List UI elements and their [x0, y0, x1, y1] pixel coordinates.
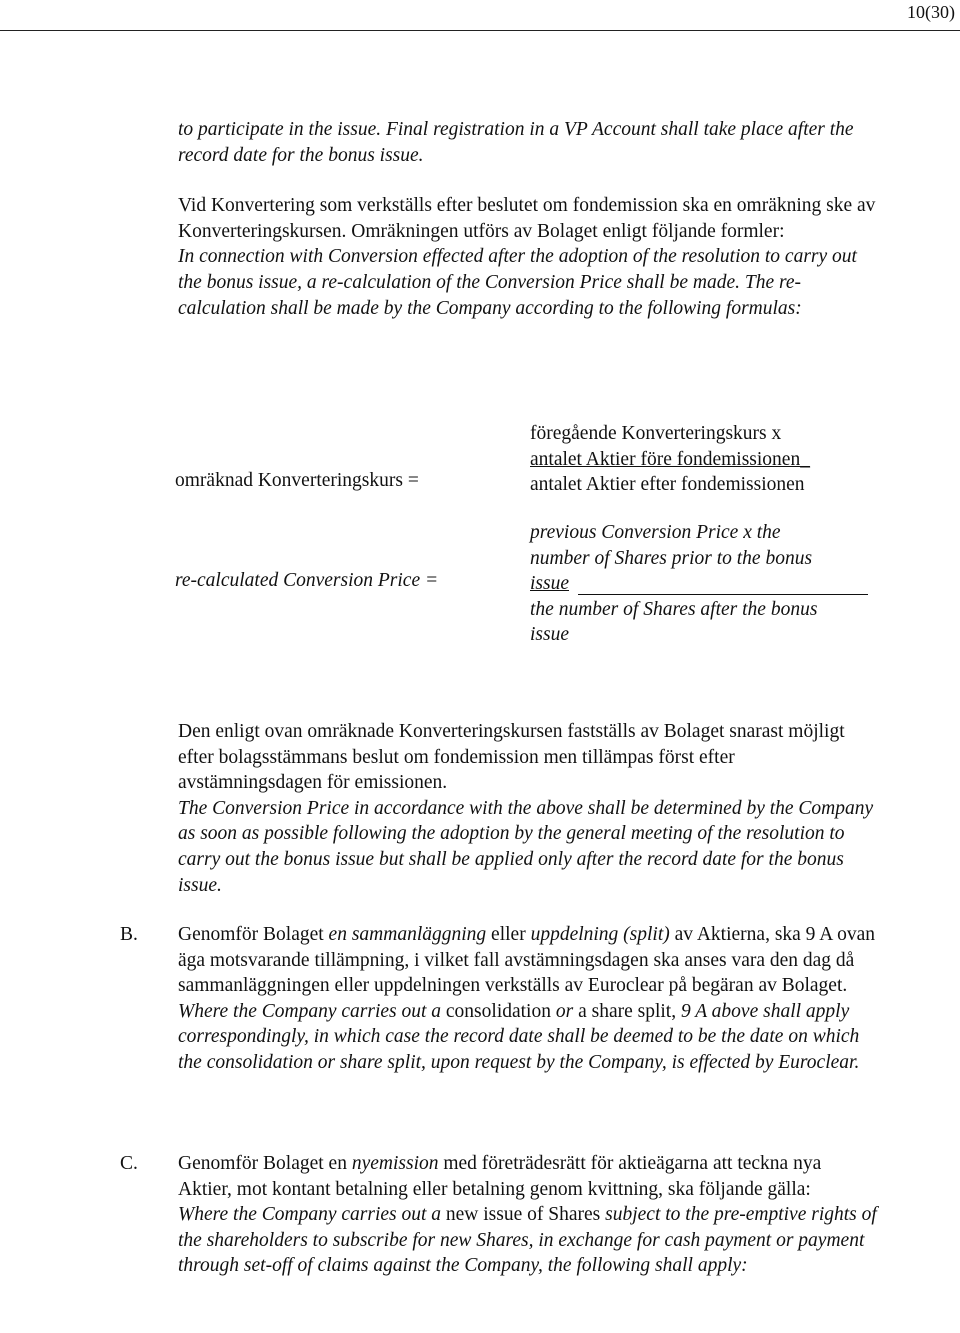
- conversion-recalc-en: In connection with Conversion effected after the adoption of the resolution to carry out the bonus issue, a re-calculation of the Conversion Price shall be made. The re-calculation shall be made by the Company according to the following formulas:: [178, 246, 857, 319]
- determination-sv: Den enligt ovan omräknade Konverteringskursen fastställs av Bolaget snarast möjligt efter bolagsstämmans beslut om fondemission men tillämpas först efter avstämningsdagen för emissionen.: [178, 721, 845, 794]
- section-c-letter: C.: [120, 1153, 138, 1174]
- formula-en-line-1: previous Conversion Price x the: [530, 522, 781, 543]
- intro-section: [178, 117, 878, 321]
- section-c-en: Where the Company carries out a new issue of Shares subject to the pre-emptive rights of the shareholders to subscribe for new Shares, in exchange for cash payment or payment through set-off of claims against the Company, the following shall apply:: [178, 1204, 877, 1277]
- formula-en-line-3: issue: [530, 573, 569, 595]
- conversion-recalc-sv: Vid Konvertering som verkställs efter beslutet om fondemission ska en omräkning ske av Konverteringskursen. Omräkningen utförs av Bolaget enligt följande formler:: [178, 195, 876, 242]
- header-divider: [0, 30, 960, 31]
- formula-sv-expression: [530, 421, 875, 498]
- formula-en-denominator-end: issue: [530, 624, 569, 646]
- section-c: [178, 1151, 878, 1279]
- determination-en: The Conversion Price in accordance with the above shall be determined by the Company as soon as possible following the adoption by the general meeting of the resolution to carry out the bonus issue but shall be applied only after the record date for the bonus issue.: [178, 797, 874, 896]
- formula-en-denominator: the number of Shares after the bonus: [530, 598, 818, 620]
- section-c-sv: Genomför Bolaget en nyemission med företrädesrätt för aktieägarna att teckna nya Aktier, mot kontant betalning eller betalning genom kvittning, ska följande gälla:: [178, 1153, 822, 1200]
- bonus-issue-registration-en: to participate in the issue. Final registration in a VP Account shall take place after the record date for the bonus issue.: [178, 119, 854, 166]
- formula-sv-label: omräknad Konverteringskurs =: [175, 470, 419, 491]
- section-b-sv: Genomför Bolaget en sammanläggning eller uppdelning (split) av Aktierna, ska 9 A ovan äga motsvarande tillämpning, i vilket fall avstämningsdagen ska anses vara den dag då sammanläggningen eller uppdelningen verkställs av Euroclear på begäran av Bolaget.: [178, 924, 876, 997]
- formula-en-expression: [530, 520, 875, 648]
- after-formula-section: [178, 719, 878, 898]
- formula-en-fraction-bar: [530, 571, 875, 597]
- formula-sv-line-1: föregående Konverteringskurs x: [530, 423, 782, 444]
- fraction-underline: [578, 594, 868, 595]
- formula-en-line-2: number of Shares prior to the bonus: [530, 547, 813, 569]
- page-number: 10(30): [907, 2, 955, 22]
- section-b-letter: B.: [120, 924, 138, 945]
- section-b-en: Where the Company carries out a consolidation or a share split, 9 A above shall apply correspondingly, in which case the record date shall be deemed to be the date on which the consolidation or share split, upon request by the Company, is effected by Euroclear.: [178, 1000, 860, 1073]
- formula-sv-numerator: antalet Aktier före fondemissionen_: [530, 448, 810, 470]
- formula-sv-denominator: antalet Aktier efter fondemissionen: [530, 474, 805, 496]
- section-b: [178, 922, 878, 1076]
- formula-en-label: re-calculated Conversion Price =: [175, 570, 439, 591]
